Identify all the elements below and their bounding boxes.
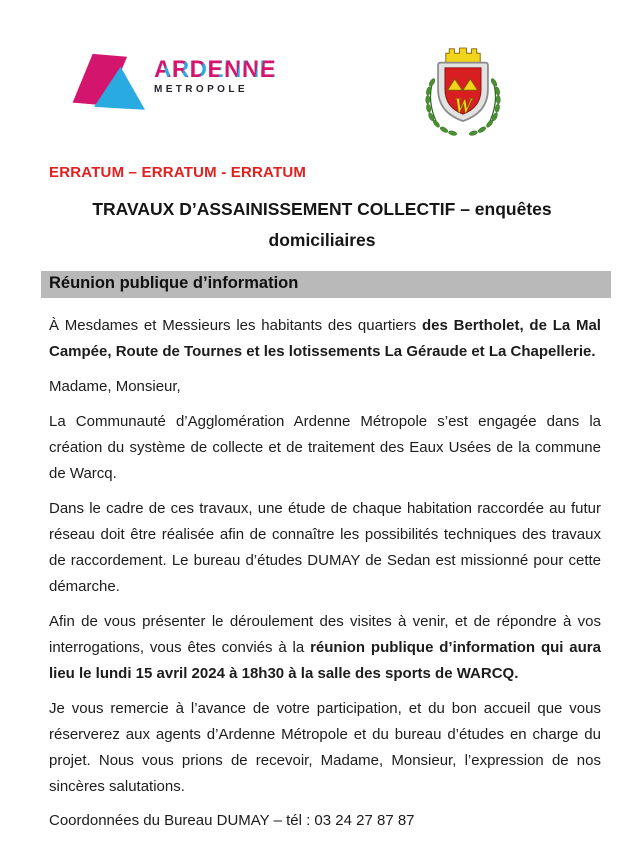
body-paragraphs bbox=[0, 313, 644, 800]
paragraph-text: À Mesdames et Messieurs les habitants des quartiers bbox=[49, 317, 423, 334]
crest-letter: W bbox=[453, 95, 473, 118]
erratum-label: ERRATUM – ERRATUM - ERRATUM bbox=[49, 164, 307, 181]
brand-name: ARDENNE bbox=[154, 56, 277, 83]
paragraph-text: Je vous remercie à l’avance de votre participation, et du bon accueil que vous réserverez aux agents d’Ardenne Métropole et du bureau d’études en charge du projet. Nous vous prions de recevoir, Madame, Monsieur, l’expression de nos sincères salutations. bbox=[49, 700, 601, 795]
logo-text bbox=[154, 58, 276, 95]
paragraph bbox=[49, 374, 601, 400]
warcq-coat-of-arms-icon bbox=[420, 42, 506, 140]
paragraph bbox=[49, 313, 601, 365]
ardenne-metropole-logo bbox=[64, 42, 276, 126]
page-header bbox=[0, 0, 644, 140]
paragraph-text: Madame, Monsieur, bbox=[49, 378, 181, 395]
paragraph bbox=[49, 609, 601, 687]
paragraph-bold-text: réunion publique d’information qui aura lieu le lundi 15 avril 2024 à 18h30 à la salle des sports de WARCQ. bbox=[49, 639, 601, 682]
logo-mark-icon bbox=[64, 42, 150, 126]
paragraph-text: Dans le cadre de ces travaux, une étude de chaque habitation raccordée au futur réseau doit être réalisée afin de connaître les possibilités techniques des travaux de raccordement. Le bureau d’études DUMAY de Sedan est missionné pour cette démarche. bbox=[49, 500, 601, 595]
footer-contact-line: Coordonnées du Bureau DUMAY – tél : 03 24 27 87 87 bbox=[49, 812, 415, 829]
paragraph bbox=[49, 696, 601, 800]
paragraph bbox=[49, 496, 601, 600]
page-title: TRAVAUX D’ASSAINISSEMENT COLLECTIF – enquêtes domiciliaires bbox=[92, 199, 552, 250]
paragraph-text: La Communauté d’Agglomération Ardenne Métropole s’est engagée dans la création du système de collecte et de traitement des Eaux Usées de la commune de Warcq. bbox=[49, 413, 601, 482]
paragraph bbox=[49, 409, 601, 487]
paragraph-bold-text: des Bertholet, de La Mal Campée, Route de Tournes et les lotissements La Géraude et La Chapellerie. bbox=[49, 317, 601, 360]
section-banner: Réunion publique d’information bbox=[41, 271, 611, 298]
brand-subtitle: METROPOLE bbox=[154, 84, 248, 95]
crown-icon bbox=[446, 48, 480, 63]
paragraph-text: Afin de vous présenter le déroulement des visites à venir, et de répondre à vos interrogations, vous êtes conviés à la bbox=[49, 613, 601, 656]
